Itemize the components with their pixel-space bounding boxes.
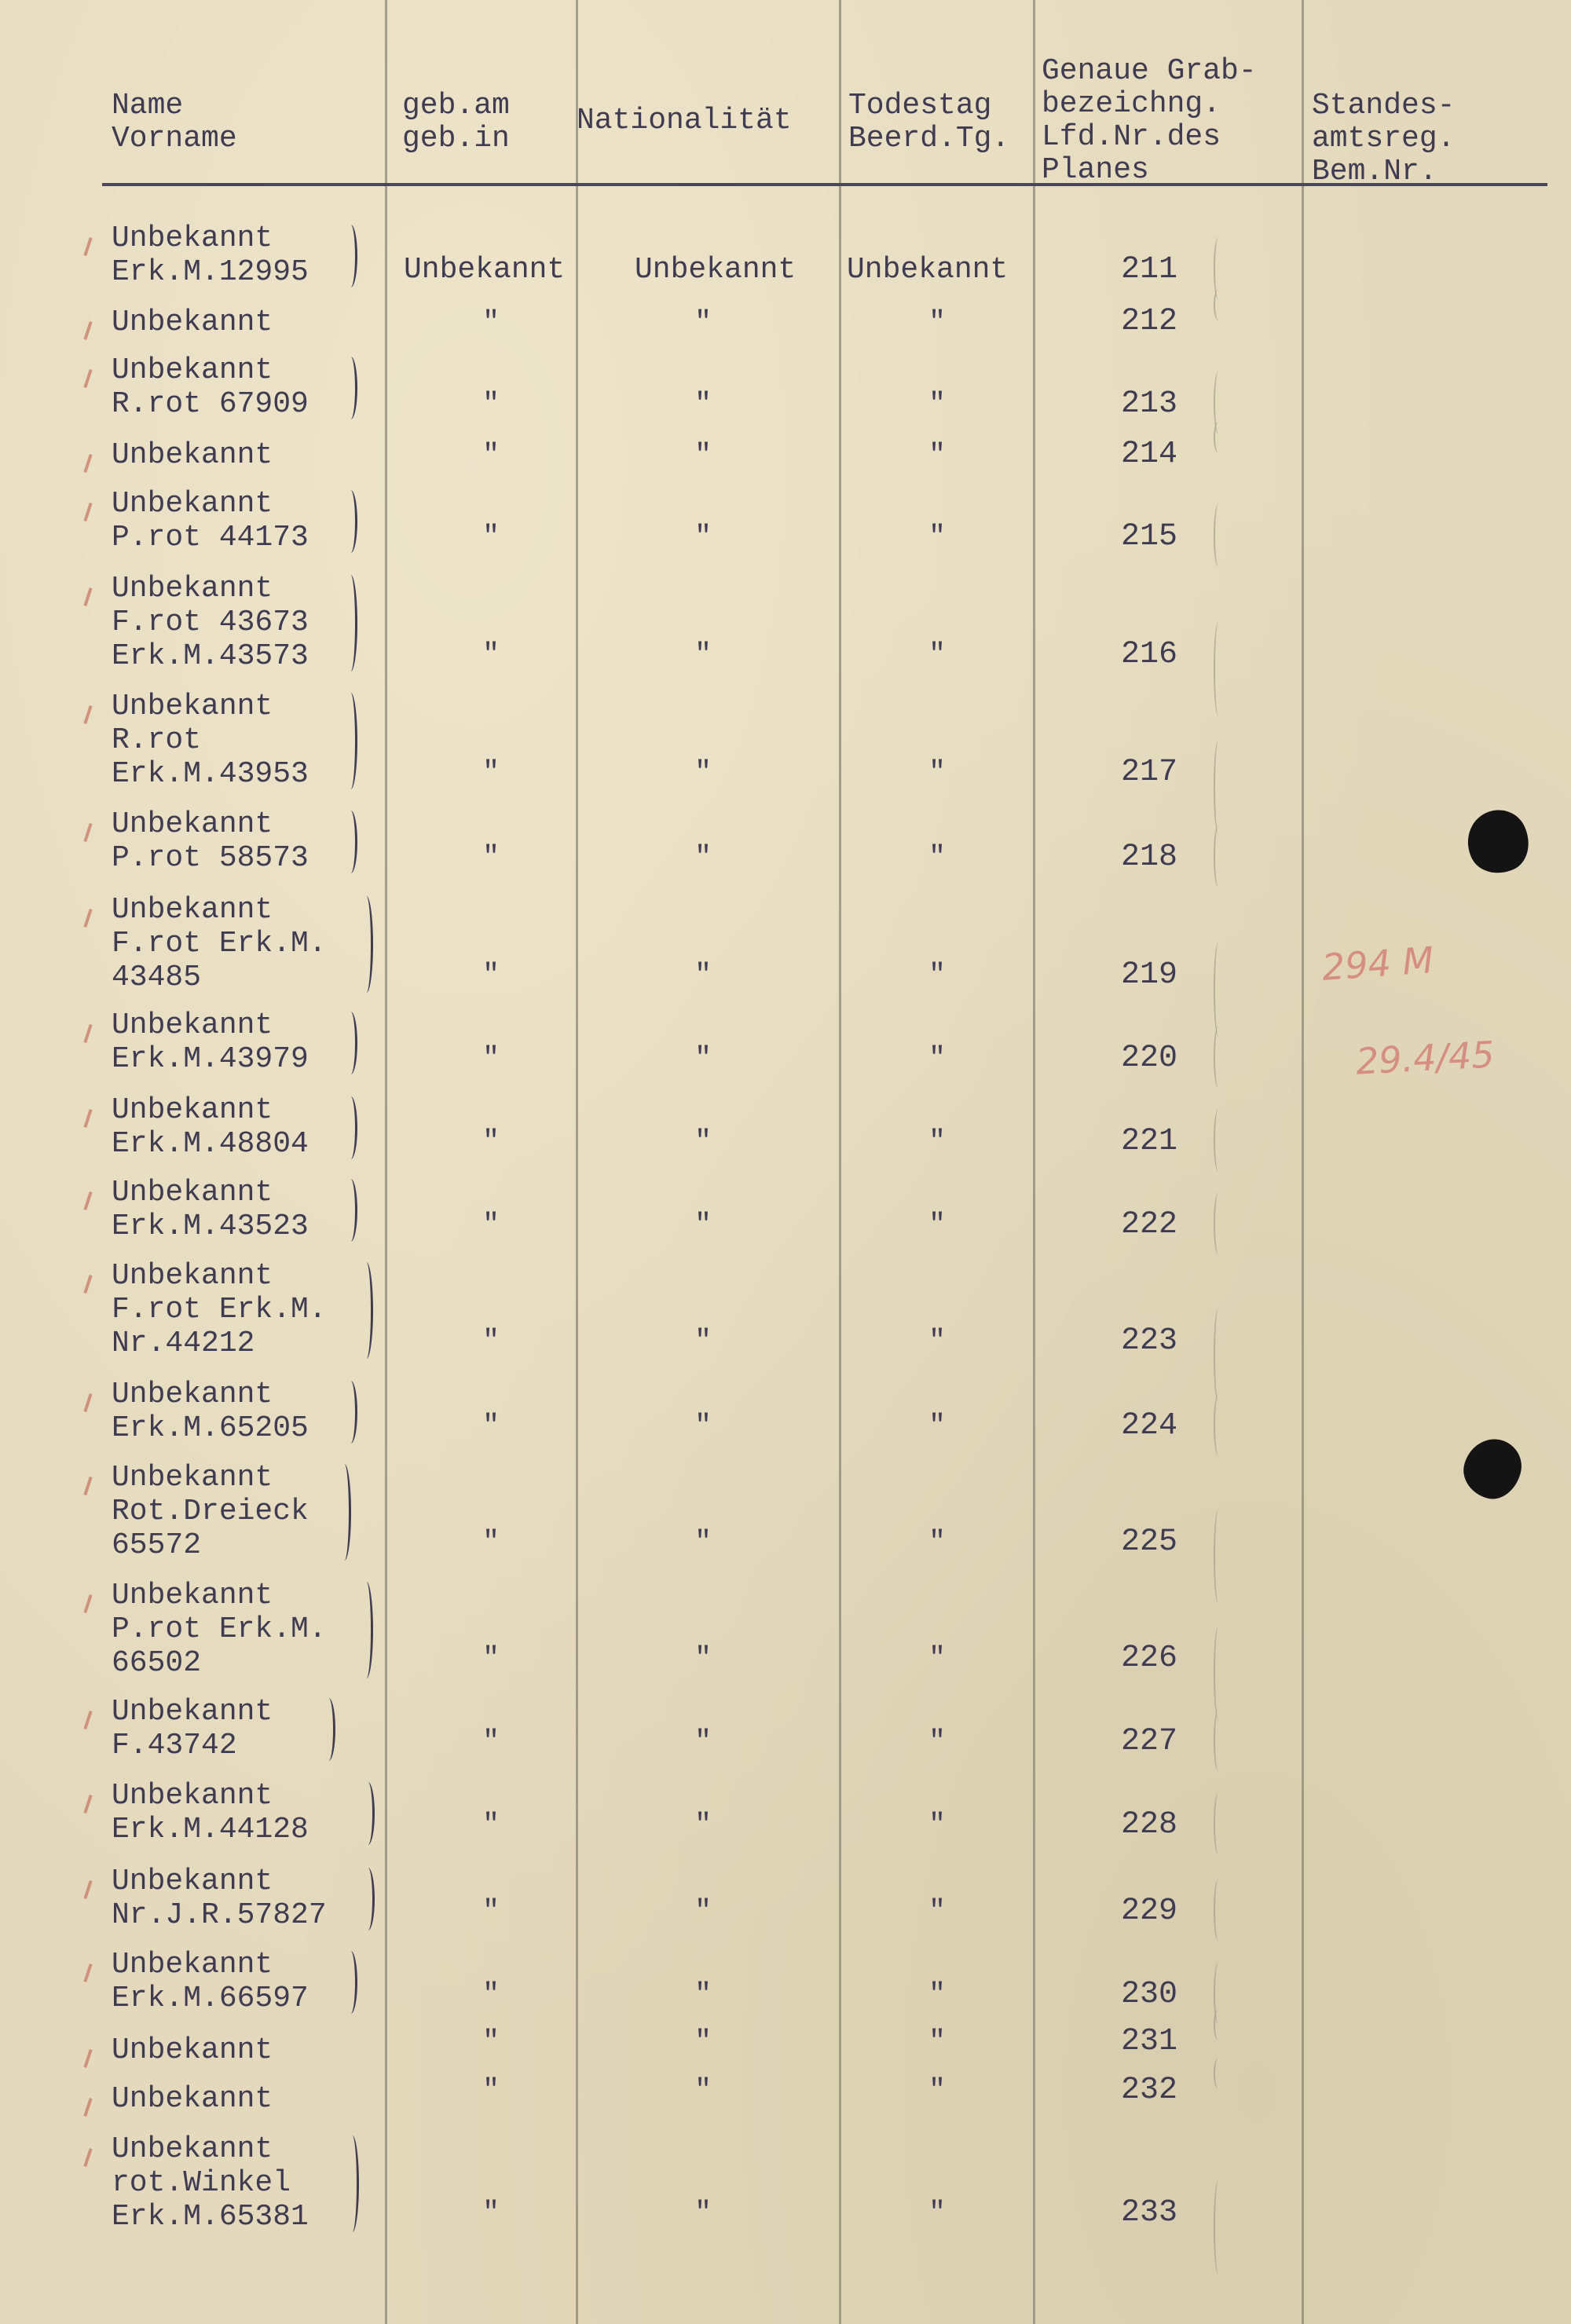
ditto-mark: " [928,639,946,671]
grave-number: 225 [1120,1524,1177,1560]
grave-number: 214 [1120,437,1177,472]
ditto-mark: " [482,1978,500,2011]
check-mark [83,909,92,928]
ditto-mark: " [928,1642,946,1674]
ditto-mark: " [928,959,946,991]
entry-name: Unbekannt Erk.M.12995 [112,221,309,289]
header-grabbezeichnung: Genaue Grab- bezeichng. Lfd.Nr.des Planes [1042,54,1257,187]
entry-name: Unbekannt P.rot Erk.M. 66502 [112,1579,327,1680]
bracket [344,357,357,419]
pencil-bracket [1214,1879,1223,1942]
ditto-mark: " [482,1125,500,1158]
check-mark [83,587,92,606]
grave-number: 222 [1120,1207,1177,1243]
column-divider [839,0,841,2324]
grave-number: 223 [1120,1323,1177,1359]
grave-number: 230 [1120,1977,1177,2012]
check-mark [83,1795,92,1813]
ditto-mark: " [928,1125,946,1158]
grave-number: 228 [1120,1807,1177,1843]
entry-name: Unbekannt F.rot Erk.M. 43485 [112,893,327,994]
pencil-bracket [1214,1709,1223,1772]
check-mark [83,1024,92,1043]
ditto-mark: " [482,2197,500,2229]
ditto-mark: " [928,1209,946,1241]
check-mark [83,705,92,724]
ditto-mark: " [482,1809,500,1841]
grave-number: 226 [1120,1641,1177,1676]
ditto-mark: " [482,639,500,671]
grave-number: 211 [1120,252,1177,287]
bracket [344,811,357,873]
grave-number: 212 [1120,304,1177,339]
ditto-mark: " [482,1526,500,1558]
ditto-mark: " [694,756,712,789]
check-mark [83,823,92,842]
entry-name: Unbekannt [112,2033,273,2067]
red-annotation: 29.4/45 [1354,1033,1496,1083]
bracket [344,1951,357,2014]
bracket [344,1096,357,1159]
ditto-mark: " [482,439,500,471]
ditto-mark: " [482,1726,500,1758]
entry-name: Unbekannt [112,438,273,472]
entry-name: Unbekannt P.rot 58573 [112,807,309,875]
ditto-mark: " [482,521,500,553]
entry-name: Unbekannt Erk.M.43979 [112,1008,309,1076]
ditto-mark: " [928,306,946,339]
entry-nationalitaet: Unbekannt [635,253,796,287]
entry-name: Unbekannt [112,2082,273,2116]
ditto-mark: " [928,2197,946,2229]
ditto-mark: " [482,1410,500,1442]
grave-number: 215 [1120,519,1177,554]
ditto-mark: " [928,2074,946,2106]
check-mark [83,1109,92,1128]
ditto-mark: " [694,639,712,671]
check-mark [83,2148,92,2167]
ditto-mark: " [482,2026,500,2058]
bracket [360,1582,373,1678]
ditto-mark: " [482,1042,500,1074]
check-mark [83,1594,92,1613]
pencil-bracket [1214,825,1223,888]
ditto-mark: " [694,1809,712,1841]
ditto-mark: " [482,306,500,339]
ditto-mark: " [482,1642,500,1674]
ditto-mark: " [694,1895,712,1927]
ditto-mark: " [928,1978,946,2011]
entry-name: Unbekannt Erk.M.65205 [112,1378,309,1445]
ditto-mark: " [694,959,712,991]
column-divider [1302,0,1304,2324]
pencil-bracket [1214,504,1223,567]
header-name: Name Vorname [112,89,237,156]
entry-name: Unbekannt R.rot Erk.M.43953 [112,690,309,791]
ditto-mark: " [482,1895,500,1927]
ditto-mark: " [694,306,712,339]
bracket [361,1782,375,1845]
check-mark [83,2098,92,2117]
ditto-mark: " [694,2074,712,2106]
entry-name: Unbekannt [112,306,273,339]
pencil-bracket [1214,1308,1223,1403]
grave-number: 229 [1120,1894,1177,1929]
entry-name: Unbekannt Erk.M.43523 [112,1176,309,1243]
column-divider [385,0,387,2324]
grave-number: 220 [1120,1041,1177,1076]
red-annotation: 294 M [1320,939,1435,989]
ditto-mark: " [482,1325,500,1357]
ditto-mark: " [482,1209,500,1241]
grave-number: 219 [1120,957,1177,993]
ditto-mark: " [928,756,946,789]
ditto-mark: " [694,1978,712,2011]
entry-name: Unbekannt F.rot 43673 Erk.M.43573 [112,572,309,673]
ditto-mark: " [694,1125,712,1158]
pencil-bracket [1214,1393,1223,1456]
entry-name: Unbekannt Erk.M.66597 [112,1948,309,2015]
entry-name: Unbekannt Rot.Dreieck 65572 [112,1461,309,1562]
entry-name: Unbekannt P.rot 44173 [112,487,309,554]
ditto-mark: " [928,1526,946,1558]
grave-number: 216 [1120,637,1177,672]
check-mark [83,1964,92,1982]
bracket [344,1179,357,1242]
ditto-mark: " [694,439,712,471]
entry-geb: Unbekannt [404,253,566,287]
bracket [360,896,373,993]
pencil-bracket [1214,2058,1223,2089]
grave-number: 233 [1120,2195,1177,2231]
ditto-mark: " [928,2026,946,2058]
bracket [344,1381,357,1444]
bracket [344,1012,357,1074]
column-divider [576,0,578,2324]
bracket [344,225,357,287]
header-geb: geb.am geb.in [402,89,510,156]
ditto-mark: " [694,1209,712,1241]
pencil-bracket [1214,2180,1223,2275]
pencil-bracket [1214,1792,1223,1855]
bracket [322,1698,335,1761]
bracket [360,1262,373,1359]
header-standesamt: Standes- amtsreg. Bem.Nr. [1312,89,1456,188]
grave-number: 221 [1120,1124,1177,1159]
check-mark [83,1711,92,1729]
pencil-bracket [1214,622,1223,716]
ditto-mark: " [694,841,712,873]
pencil-bracket [1214,1626,1223,1720]
bracket [361,1868,375,1931]
pencil-bracket [1214,942,1223,1037]
check-mark [83,369,92,388]
pencil-bracket [1214,1510,1223,1604]
check-mark [83,1275,92,1294]
ditto-mark: " [928,1895,946,1927]
ditto-mark: " [928,1809,946,1841]
entry-name: Unbekannt Nr.J.R.57827 [112,1865,327,1932]
ditto-mark: " [928,439,946,471]
ditto-mark: " [694,1642,712,1674]
pencil-bracket [1214,422,1223,453]
header-nationalitaet: Nationalität [577,104,792,137]
grave-number: 227 [1120,1724,1177,1759]
entry-name: Unbekannt Erk.M.48804 [112,1093,309,1161]
grave-number: 231 [1120,2024,1177,2059]
ditto-mark: " [694,1325,712,1357]
ditto-mark: " [482,841,500,873]
entry-name: Unbekannt F.rot Erk.M. Nr.44212 [112,1259,327,1360]
header-todestag: Todestag Beerd.Tg. [848,89,1010,156]
ditto-mark: " [928,1410,946,1442]
bracket [344,490,357,553]
ditto-mark: " [694,1042,712,1074]
check-mark [83,237,92,256]
column-divider [1033,0,1035,2324]
check-mark [83,1880,92,1899]
grave-number: 213 [1120,386,1177,422]
check-mark [83,1191,92,1210]
check-mark [83,503,92,522]
ditto-mark: " [928,1726,946,1758]
entry-name: Unbekannt R.rot 67909 [112,353,309,421]
pencil-bracket [1214,740,1223,834]
ditto-mark: " [694,521,712,553]
ditto-mark: " [482,959,500,991]
bracket [338,1464,351,1561]
check-mark [83,1477,92,1495]
ditto-mark: " [482,756,500,789]
bracket [344,575,357,672]
ditto-mark: " [694,1526,712,1558]
entry-todestag: Unbekannt [847,253,1009,287]
grave-number: 224 [1120,1408,1177,1444]
ditto-mark: " [928,841,946,873]
ditto-mark: " [482,2074,500,2106]
ditto-mark: " [928,1325,946,1357]
grave-number: 232 [1120,2073,1177,2108]
entry-name: Unbekannt Erk.M.44128 [112,1779,309,1846]
ditto-mark: " [928,388,946,420]
pencil-bracket [1214,1109,1223,1172]
check-mark [83,454,92,473]
entry-name: Unbekannt F.43742 [112,1695,273,1762]
check-mark [83,1393,92,1412]
bracket [344,693,357,789]
ink-blot [1457,800,1540,883]
pencil-bracket [1214,289,1223,320]
grave-number: 217 [1120,755,1177,790]
ditto-mark: " [694,388,712,420]
pencil-bracket [1214,1026,1223,1089]
entry-name: Unbekannt rot.Winkel Erk.M.65381 [112,2132,309,2234]
ditto-mark: " [482,388,500,420]
check-mark [83,2049,92,2068]
ditto-mark: " [928,521,946,553]
ditto-mark: " [694,2197,712,2229]
bracket [346,2136,359,2232]
ditto-mark: " [694,1726,712,1758]
pencil-bracket [1214,1192,1223,1255]
ditto-mark: " [928,1042,946,1074]
ink-blot [1457,1433,1527,1505]
grave-number: 218 [1120,840,1177,875]
pencil-bracket [1214,2009,1223,2040]
ditto-mark: " [694,1410,712,1442]
check-mark [83,321,92,340]
ditto-mark: " [694,2026,712,2058]
